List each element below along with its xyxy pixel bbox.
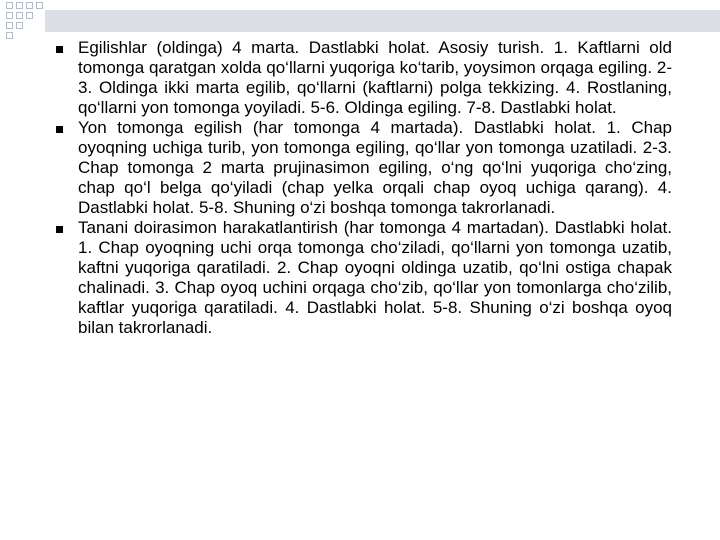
bullet-text: Egilishlar (oldinga) 4 marta. Dastlabki holat. Asosiy turish. 1. Kaftlarni old tomonga qaratgan xolda qo‘llarni yuqoriga ko‘tarib, yoysimon orqaga egiling. 2-3. Oldinga ikki marta egilib, qo‘llarni (kaftlarni) polga tekkizing. 4. Rostlaning, qo‘llarni yon tomonga yoyiladi. 5-6. Oldinga egiling. 7-8. Dastlabki holat. <box>78 38 672 117</box>
square-bullet-icon <box>56 226 63 233</box>
bullet-item <box>52 38 672 118</box>
slide-body <box>52 38 672 338</box>
bullet-item <box>52 118 672 218</box>
header-bar <box>45 10 720 32</box>
bullet-item <box>52 218 672 338</box>
square-bullet-icon <box>56 46 63 53</box>
square-bullet-icon <box>56 126 63 133</box>
bullet-list <box>52 38 672 338</box>
bullet-text: Yon tomonga egilish (har tomonga 4 martada). Dastlabki holat. 1. Chap oyoqning uchiga turib, yon tomonga egiling, qo‘llar yon tomonga uzatiladi. 2-3. Chap tomonga 2 marta prujinasimon egiling, o‘ng qo‘lni yuqoriga cho‘zing, chap qo‘l belga qo‘yiladi (chap yelka orqali chap oyoq uchiga qarang). 4. Dastlabki holat. 5-8. Shuning o‘zi boshqa tomonga takrorlanadi. <box>78 118 672 217</box>
bullet-text: Tanani doirasimon harakatlantirish (har tomonga 4 martadan). Dastlabki holat. 1. Chap oyoqning uchi orqa tomonga cho‘ziladi, qo‘llarni yon tomonga uzatib, kaftni yuqoriga qaratiladi. 2. Chap oyoqni oldinga uzatib, qo‘lni ostiga chapak chalinadi. 3. Chap oyoq uchini orqaga cho‘zib, qo‘llar yon tomonlarga cho‘zilib, kaftlar yuqoriga qaratiladi. 4. Dastlabki holat. 5-8. Shuning o‘zi boshqa oyoq bilan takrorlanadi. <box>78 218 672 337</box>
